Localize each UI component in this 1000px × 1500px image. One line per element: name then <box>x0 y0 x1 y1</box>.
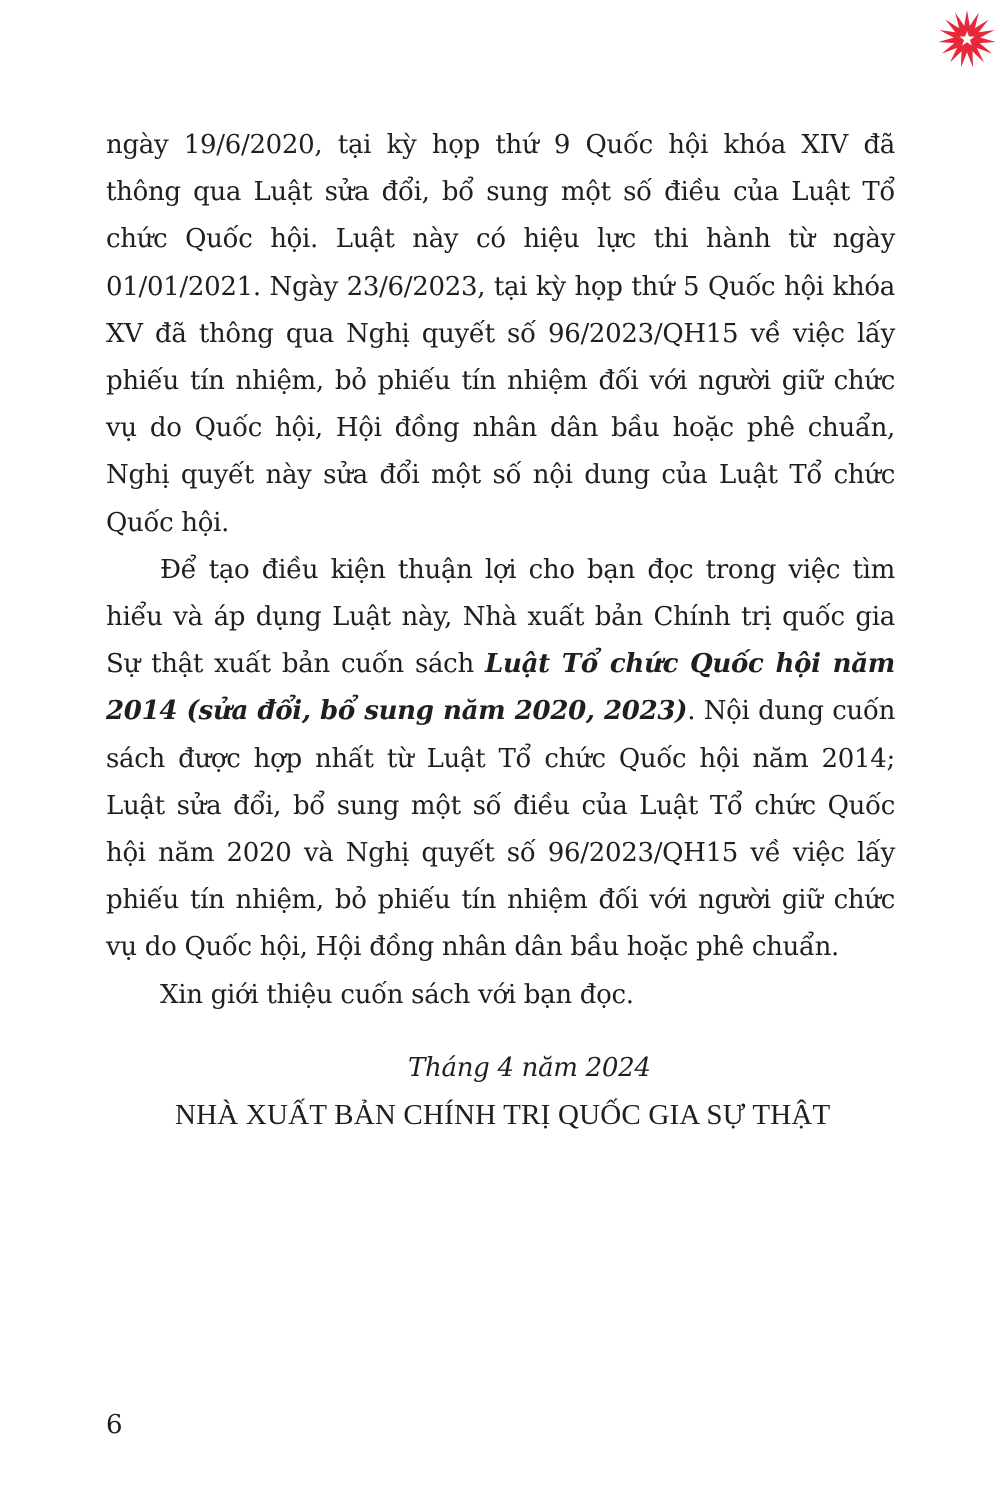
closing-date: Tháng 4 năm 2024 <box>408 1053 651 1083</box>
paragraph-text-after-title: . Nội dung cuốn sách được hợp nhất từ Luật Tổ chức Quốc hội năm 2014; Luật sửa đổi, bổ sung một số điều của Luật Tổ chức Quốc hội năm 2020 và Nghị quyết số 96/2023/QH15 về việc lấy phiếu tín nhiệm, bỏ phiếu tín nhiệm đối với người giữ chức vụ do Quốc hội, Hội đồng nhân dân bầu hoặc phê chuẩn. <box>106 696 896 963</box>
paragraph-introduction-closing: Xin giới thiệu cuốn sách với bạn đọc. <box>160 979 634 1010</box>
publisher-signature: NHÀ XUẤT BẢN CHÍNH TRỊ QUỐC GIA SỰ THẬT <box>175 1099 831 1131</box>
paragraph-book-introduction <box>106 547 895 972</box>
publisher-star-logo-icon <box>936 8 998 70</box>
page-number: 6 <box>106 1410 123 1440</box>
book-title: Luật Tổ chức Quốc hội năm 2014 (sửa đổi, bổ sung năm 2020, 2023) <box>106 649 895 727</box>
paragraph-continuation: ngày 19/6/2020, tại kỳ họp thứ 9 Quốc hội khóa XIV đã thông qua Luật sửa đổi, bổ sung một số điều của Luật Tổ chức Quốc hội. Luật này có hiệu lực thi hành từ ngày 01/01/2021. Ngày 23/6/2023, tại kỳ họp thứ 5 Quốc hội khóa XV đã thông qua Nghị quyết số 96/2023/QH15 về việc lấy phiếu tín nhiệm, bỏ phiếu tín nhiệm đối với người giữ chức vụ do Quốc hội, Hội đồng nhân dân bầu hoặc phê chuẩn, Nghị quyết này sửa đổi một số nội dung của Luật Tổ chức Quốc hội. <box>106 130 895 538</box>
paragraph-text-before-title: Để tạo điều kiện thuận lợi cho bạn đọc trong việc tìm hiểu và áp dụng Luật này, Nhà xuất bản Chính trị quốc gia Sự thật xuất bản cuốn sách <box>106 554 895 680</box>
body-text <box>106 122 895 1019</box>
